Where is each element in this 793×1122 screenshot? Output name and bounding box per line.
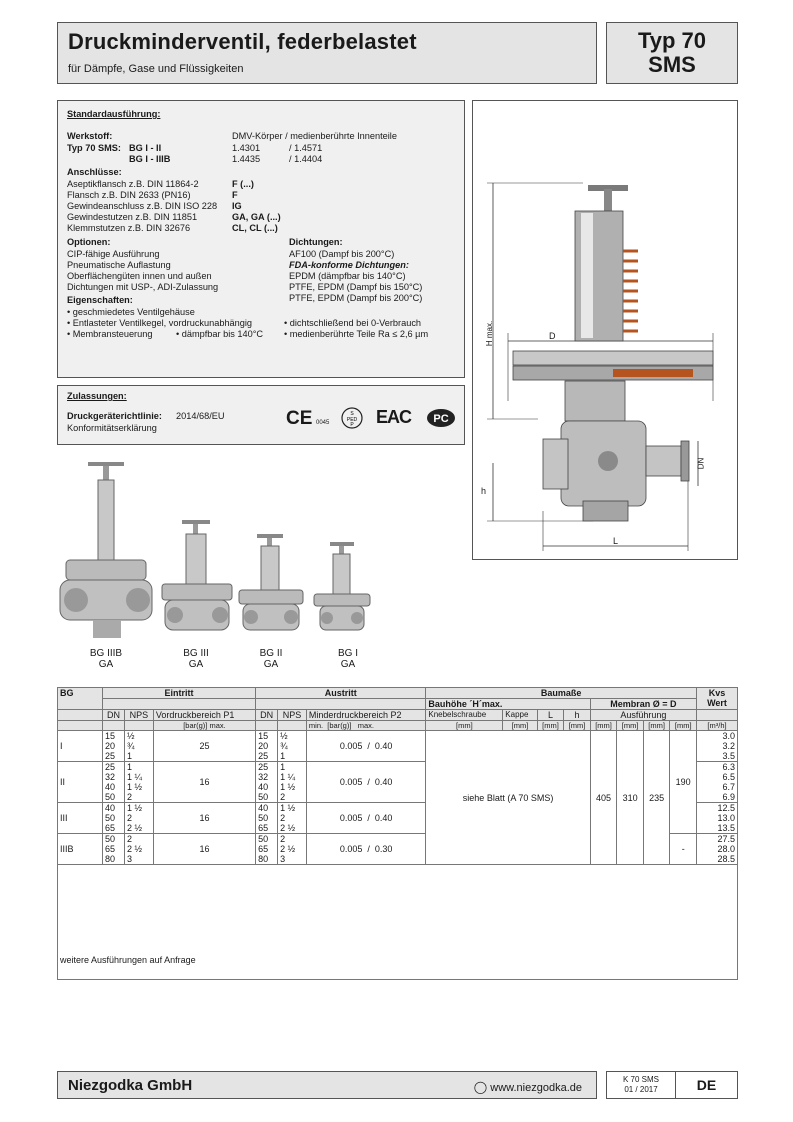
connection-code: CL, CL (...) [232, 223, 278, 233]
nps-cell: 1 ½ 2 2 ½ [278, 803, 307, 834]
dn-cell: 15 20 25 [256, 731, 278, 762]
product-image-bg-i [312, 542, 372, 642]
unit-mm: [mm] [564, 721, 591, 731]
pressure-label: Druckgeräterichtlinie: [67, 411, 162, 421]
kvs-cell: 27.5 28.0 28.5 [697, 834, 738, 865]
dn-cell: 15 20 25 [103, 731, 125, 762]
website-text[interactable]: www.niezgodka.de [490, 1082, 582, 1094]
product-label: BG I GA [337, 648, 358, 670]
dn-cell: 50 65 80 [103, 834, 125, 865]
title-box [57, 22, 597, 84]
standard-heading: Standardausführung: [67, 109, 161, 119]
col-knebel: Knebelschraube [426, 710, 503, 721]
row-bg: I [58, 731, 103, 762]
property-item: • Entlasteter Ventilkegel, vordruckunabhängig [67, 318, 253, 328]
bg1-v2: / 1.4571 [289, 143, 323, 153]
connection-text: Aseptikflansch z.B. DIN 11864-2 [67, 179, 199, 189]
siehe-cell: siehe Blatt (A 70 SMS) [426, 731, 590, 865]
fda-item: PTFE, EPDM (Dampf bis 150°C) [289, 282, 423, 292]
p1-cell: 16 [153, 834, 255, 865]
dichtungen-label: Dichtungen: [289, 237, 343, 247]
conformity-text: Konformitätserklärung [67, 423, 157, 433]
property-item: • Membransteuerung [67, 329, 153, 339]
fda-label: FDA-konforme Dichtungen: [289, 260, 409, 270]
type-line-1: Typ 70 [637, 28, 707, 53]
product-label: BG II GA [259, 648, 283, 670]
globe-icon: ◯ [473, 1080, 488, 1094]
nps-cell: ½ ¾ 1 [278, 731, 307, 762]
typ-label: Typ 70 SMS: [67, 143, 121, 153]
col-kappe: Kappe [503, 710, 537, 721]
page-subtitle: für Dämpfe, Gase und Flüssigkeiten [68, 63, 244, 75]
svg-text:PED: PED [346, 417, 358, 423]
table-footnote: weitere Ausführungen auf Anfrage [58, 865, 738, 980]
col-kvs: Kvs Wert [697, 688, 738, 710]
standard-spec-box [57, 100, 465, 378]
bg2-v1: 1.4435 [232, 154, 261, 164]
unit-mm: [mm] [426, 721, 503, 731]
ped-seal-icon [341, 407, 363, 429]
p1-cell: 16 [153, 762, 255, 803]
col-nps: NPS [278, 710, 307, 721]
dn-cell: 25 32 40 50 [103, 762, 125, 803]
eigenschaften-label: Eigenschaften: [67, 295, 133, 305]
col-dn: DN [256, 710, 278, 721]
doc-code-box [606, 1071, 676, 1099]
nps-cell: 1 ½ 2 2 ½ [125, 803, 154, 834]
membran-cell: 310 [617, 731, 644, 865]
col-austritt: Austritt [256, 688, 426, 699]
col-baumasse: Baumaße [426, 688, 697, 699]
unit-mm: [mm] [643, 721, 670, 731]
p1-cell: 16 [153, 803, 255, 834]
dn-cell: 40 50 65 [256, 803, 278, 834]
approvals-heading: Zulassungen: [67, 391, 127, 401]
product-image-bg-ii [237, 534, 305, 642]
kvs-cell: 6.3 6.5 6.7 6.9 [697, 762, 738, 803]
option-item: Pneumatische Auflastung [67, 260, 171, 270]
doc-code: K 70 SMS [622, 1075, 659, 1084]
valve-section-drawing [473, 101, 739, 561]
bg1: BG I - II [129, 143, 162, 153]
col-dn: DN [103, 710, 125, 721]
membran-cell: - [670, 834, 697, 865]
p2-cell: 0.005 / 0.30 [306, 834, 425, 865]
svg-text:P: P [350, 422, 354, 428]
option-item: Oberflächengüten innen und außen [67, 271, 212, 281]
bg2: BG I - IIIB [129, 154, 171, 164]
unit-minder: min. [bar(g)] max. [306, 721, 425, 731]
pressure-value: 2014/68/EU [176, 411, 225, 421]
p1-cell: 25 [153, 731, 255, 762]
col-vordruck: Vordruckbereich P1 [153, 710, 255, 721]
company-name: Niezgodka GmbH [68, 1077, 193, 1094]
language-code: DE [676, 1071, 738, 1099]
dichtung-item: AF100 (Dampf bis 200°C) [289, 249, 395, 259]
property-item: • dichtschließend bei 0-Verbrauch [284, 318, 422, 328]
product-image-bg-iiib [58, 462, 158, 642]
nps-cell: 1 1 ¼ 1 ½ 2 [125, 762, 154, 803]
ce-mark-icon: CE [286, 408, 313, 429]
membran-cell: 405 [590, 731, 617, 865]
ce-number: 0045 [316, 420, 330, 426]
approvals-box [57, 385, 465, 445]
dn-cell: 25 32 40 50 [256, 762, 278, 803]
connection-code: IG [232, 201, 242, 211]
membran-cell: 190 [670, 731, 697, 834]
col-nps: NPS [125, 710, 154, 721]
dn-cell: 40 50 65 [103, 803, 125, 834]
dim-l: L [613, 536, 619, 546]
kvs-cell: 3.0 3.2 3.5 [697, 731, 738, 762]
row-bg: IIIB [58, 834, 103, 865]
fda-item: PTFE, EPDM (Dampf bis 200°C) [289, 293, 423, 303]
unit-mm: [mm] [537, 721, 564, 731]
unit-kvs: [m³/h] [697, 721, 738, 731]
unit-mm: [mm] [617, 721, 644, 731]
property-item: • dämpfbar bis 140°C [176, 329, 264, 339]
unit-mm: [mm] [503, 721, 537, 731]
col-minder: Minderdruckbereich P2 [306, 710, 425, 721]
membran-cell: 235 [643, 731, 670, 865]
bg1-v1: 1.4301 [232, 143, 261, 153]
svg-text:PC: PC [433, 413, 449, 425]
dim-h-max: H max. [485, 320, 495, 347]
p2-cell: 0.005 / 0.40 [306, 803, 425, 834]
col-eintritt: Eintritt [103, 688, 256, 699]
fda-item: EPDM (dämpfbar bis 140°C) [289, 271, 406, 281]
unit-mm: [mm] [590, 721, 617, 731]
col-l: L [537, 710, 564, 721]
bg2-v2: / 1.4404 [289, 154, 323, 164]
page-title: Druckminderventil, federbelastet [68, 29, 417, 54]
svg-text:S: S [350, 411, 354, 417]
connection-text: Gewindeanschluss z.B. DIN ISO 228 [67, 201, 218, 211]
pc-cert-icon [426, 408, 456, 428]
dim-h: h [481, 486, 487, 496]
p2-cell: 0.005 / 0.40 [306, 731, 425, 762]
werkstoff-desc: DMV-Körper / medienberührte Innenteile [232, 131, 397, 141]
row-bg: II [58, 762, 103, 803]
p2-cell: 0.005 / 0.40 [306, 762, 425, 803]
type-box [606, 22, 738, 84]
footer-bar [57, 1071, 597, 1099]
col-membran: Membran Ø = D [590, 699, 696, 710]
anschluesse-label: Anschlüsse: [67, 167, 122, 177]
product-label: BG IIIB GA [89, 648, 123, 670]
unit-bar: [bar(g)] max. [153, 721, 255, 731]
col-ausfuehrung: Ausführung [590, 710, 696, 721]
product-image-bg-iii [160, 520, 235, 645]
col-bauhoehe: Bauhöhe ´H´max. [426, 699, 590, 710]
nps-cell: 1 1 ¼ 1 ½ 2 [278, 762, 307, 803]
table-footnote-row [58, 865, 738, 980]
connection-code: F [232, 190, 238, 200]
dim-d: D [549, 331, 556, 341]
type-line-2: SMS [648, 52, 696, 77]
nps-cell: 2 2 ½ 3 [125, 834, 154, 865]
connection-text: Flansch z.B. DIN 2633 (PN16) [67, 190, 191, 200]
connection-text: Klemmstutzen z.B. DIN 32676 [67, 223, 191, 233]
werkstoff-label: Werkstoff: [67, 131, 113, 141]
eac-mark-icon: EAC [376, 407, 412, 427]
table-row [58, 731, 738, 762]
connection-code: F (...) [232, 179, 254, 189]
technical-drawing [472, 100, 738, 560]
unit-mm: [mm] [670, 721, 697, 731]
property-item: • geschmiedetes Ventilgehäuse [67, 307, 195, 317]
col-h: h [564, 710, 591, 721]
doc-date: 01 / 2017 [624, 1085, 658, 1094]
col-bg: BG [58, 688, 103, 710]
optionen-label: Optionen: [67, 237, 111, 247]
property-item: • medienberührte Teile Ra ≤ 2,6 µm [284, 329, 429, 339]
dim-dn: DN [696, 457, 706, 470]
product-label: BG III GA [183, 648, 209, 670]
row-bg: III [58, 803, 103, 834]
website-link[interactable] [474, 1080, 582, 1094]
kvs-cell: 12.5 13.0 13.5 [697, 803, 738, 834]
nps-cell: 2 2 ½ 3 [278, 834, 307, 865]
dn-cell: 50 65 80 [256, 834, 278, 865]
nps-cell: ½ ¾ 1 [125, 731, 154, 762]
connection-text: Gewindestutzen z.B. DIN 11851 [67, 212, 198, 222]
connection-code: GA, GA (...) [232, 212, 281, 222]
option-item: CIP-fähige Ausführung [67, 249, 160, 259]
option-item: Dichtungen mit USP-, ADI-Zulassung [67, 282, 219, 292]
spec-table [57, 687, 738, 980]
